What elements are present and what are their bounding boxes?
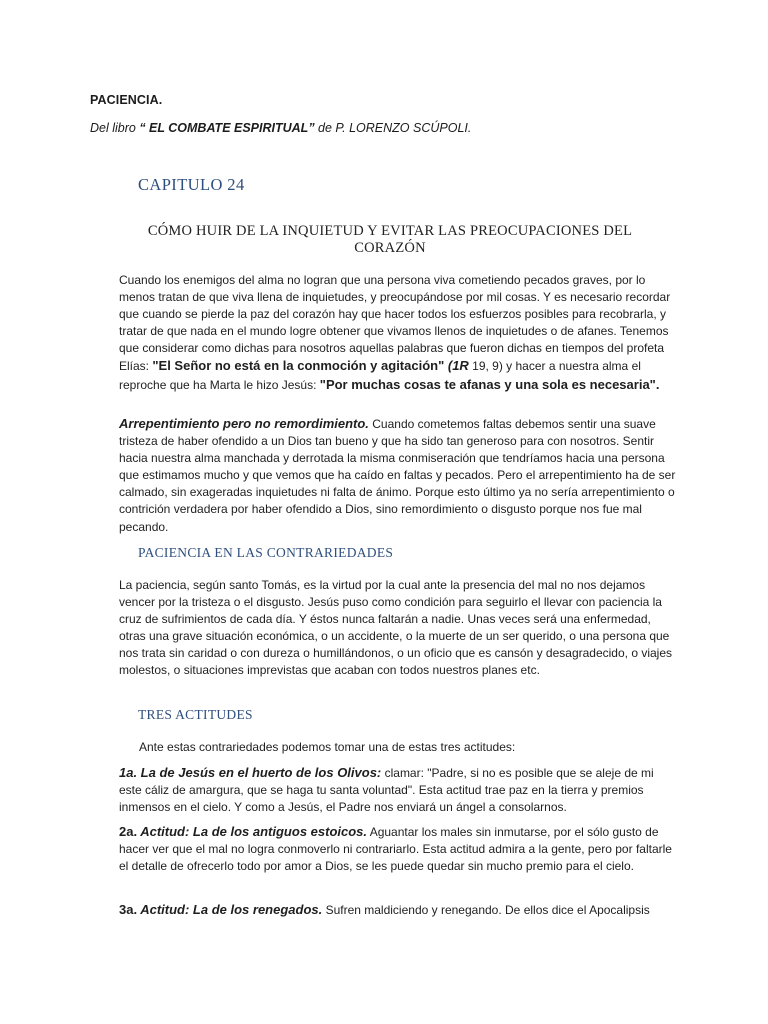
- list-item-lead: 1a. La de Jesús en el huerto de los Olivos:: [119, 765, 382, 780]
- list-item-text: Aguantar los males sin inmutarse, por el sólo gusto de hacer ver que el mal no logra conmoverlo ni contrariarlo. Esta actitud admira a la gente, pero por faltarle el detalle de ofrecerlo todo por amor a Dios, se les puede quedar sin mucho premio para el cielo.: [119, 825, 672, 874]
- document-title: PACIENCIA.: [90, 93, 163, 107]
- subtitle-author: de P. LORENZO SCÚPOLI.: [314, 121, 472, 135]
- list-item-number: 2a.: [119, 824, 138, 839]
- list-item-number: 3a.: [119, 902, 138, 917]
- list-item-actitud-1: [119, 764, 679, 816]
- reference-rest: 19, 9) y hacer a nuestra alma el reproche que ha Marta le hizo Jesús:: [119, 359, 641, 392]
- paragraph-intro: [119, 272, 679, 394]
- list-item-lead: Actitud: La de los antiguos estoicos.: [137, 824, 368, 839]
- chapter-number: CAPITULO 24: [138, 175, 245, 194]
- section-heading-paciencia: PACIENCIA EN LAS CONTRARIEDADES: [138, 545, 394, 560]
- paragraph-arrepentimiento: [119, 415, 679, 536]
- list-item-lead: Actitud: La de los renegados.: [137, 902, 323, 917]
- quote-marta: "Por muchas cosas te afanas y una sola es necesaria".: [319, 376, 660, 392]
- chapter-title: CÓMO HUIR DE LA INQUIETUD Y EVITAR LAS PREOCUPACIONES DEL CORAZÓN: [147, 223, 633, 256]
- subtitle-prefix: Del libro: [90, 121, 140, 135]
- list-item-text: clamar: "Padre, si no es posible que se aleje de mi este cáliz de amargura, que se haga tu santa voluntad". Esta actitud trae paz en la tierra y premios inmensos en el cielo. Y como a Jesús, el Padre nos enviará un ángel a consolarnos.: [119, 766, 654, 815]
- paragraph-intro-text: Cuando los enemigos del alma no logran que una persona viva cometiendo pecados graves, por lo menos tratan de que viva llena de inquietudes, y preocupándose por mil cosas. Y es necesario recordar que cuando se pierde la paz del corazón hay que hacer todos los esfuerzos posibles para recobrarla, y tratar de que nada en el mundo logre obtener que vivamos llenos de inquietudes o de afanes. Tenemos que considerar como dichas para nosotros aquellas palabras que fueron dichas en tiempos del profeta Elías:: [119, 273, 671, 374]
- paragraph-paciencia: La paciencia, según santo Tomás, es la virtud por la cual ante la presencia del mal no nos dejamos vencer por la tristeza o el disgusto. Jesús puso como condición para seguirlo el llevar con paciencia la cruz de sufrimientos de cada día. Y éstos nunca faltarán a nadie. Unas veces será una enfermedad, otras una grave situación económica, o un accidente, o la muerte de un ser querido, o una persona que nos trata sin caridad o con dureza o humillándonos, o un oficio que es cansón y desagradecido, o viajes molestos, o situaciones imprevistas que acaban con todos nuestros planes etc.: [119, 578, 673, 678]
- paragraph-text: Cuando cometemos faltas debemos sentir una suave tristeza de haber ofendido a un Dios tan bueno y que ha sido tan generoso para con nosotros. Sentir hacia nuestra alma manchada y derrotada la misma conmiseración que tendríamos hacia una persona que estimamos mucho y que vemos que ha caído en faltas y pecados. Pero el arrepentimiento ha de ser calmado, sin exageradas inquietudes ni falta de ánimo. Porque esto último ya no sería arrepentimiento o contrición verdadera por haber ofendido a Dios, sino remordimiento o disgusto porque nos fue mal pecando.: [119, 417, 676, 534]
- list-item-actitud-3: [119, 901, 679, 919]
- list-item-text: Sufren maldiciendo y renegando. De ellos dice el Apocalipsis: [322, 903, 650, 917]
- subtitle-book-title: “ EL COMBATE ESPIRITUAL”: [139, 121, 315, 135]
- paragraph-actitudes-intro: Ante estas contrariedades podemos tomar una de estas tres actitudes:: [139, 740, 516, 754]
- section-heading-actitudes: TRES ACTITUDES: [138, 707, 253, 722]
- document-subtitle: [90, 121, 471, 135]
- quote-elias: "El Señor no está en la conmoción y agitación": [152, 358, 445, 374]
- list-item-actitud-2: [119, 823, 679, 875]
- reference-book: (1R: [444, 358, 469, 374]
- paragraph-lead: Arrepentimiento pero no remordimiento.: [119, 416, 369, 431]
